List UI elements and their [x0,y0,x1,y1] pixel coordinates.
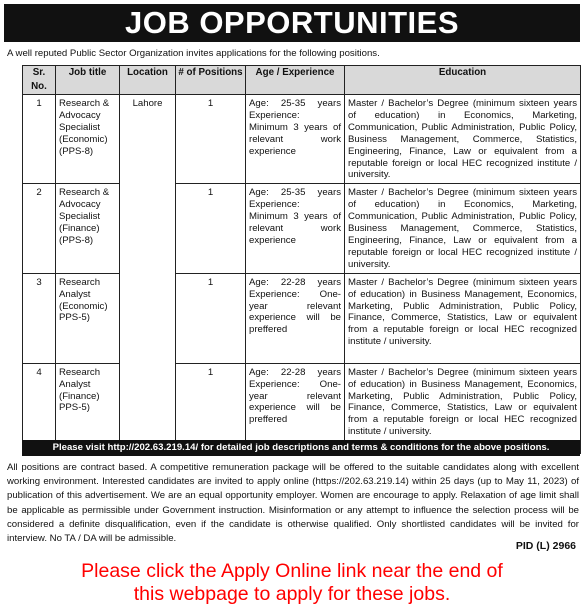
sr-no-cell: 3 [23,273,56,363]
header-location: Location [120,66,176,95]
table-header-row [23,66,581,95]
positions-cell: 1 [176,273,246,363]
header-sr-no: Sr. No. [23,66,56,95]
positions-cell: 1 [176,184,246,273]
sr-no-cell: 1 [23,95,56,184]
terms-paragraph: All positions are contract based. A competitive remuneration package will be offered to the suitable candidates along with excellent working environment. Interested candidates are invited to apply online (https://202.63.219.14) within 25 days (up to May 11, 2023) of publication of this advertisement. We are an equal opportunity employer. Women are encourage to apply. Relaxation of age limit shall be applicable as permissible under Government instruction. Misinformation or any attempt to influence the selection process will be considered a definite disqualification, even if the candidate is otherwise qualified. Only shortlisted candidates will be invited for interview. No TA / DA will be admissible. [7,462,579,545]
age-experience-cell: Age: 22-28 years Experience: One-year relevant experience will be preffered [246,363,345,453]
table-row [23,273,581,363]
table-row [23,184,581,273]
job-title-cell: Research & Advocacy Specialist (Economic) (PPS-8) [56,95,120,184]
age-experience-cell: Age: 22-28 years Experience: One-year relevant experience will be preffered [246,273,345,363]
apply-online-notice-line-2: this webpage to apply for these jobs. [133,583,451,605]
sr-no-cell: 4 [23,363,56,453]
age-experience-cell: Age: 25-35 years Experience: Minimum 3 years of relevant work experience [246,95,345,184]
header-age-experience: Age / Experience [246,66,345,95]
positions-cell: 1 [176,363,246,453]
education-cell: Master / Bachelor’s Degree (minimum sixteen years of education) in Business Management, Economics, Marketing, Public Administration, Public Policy, Finance, Commerce, Statistics, Law or equivalent from a reputable foreign or local HEC recognized institute / university. [345,363,581,453]
education-cell: Master / Bachelor’s Degree (minimum sixteen years of education) in Economics, Marketing, Communication, Public Administration, Public Policy, Business Management, Commerce, Statistics, Engineering, Finance, Law or equivalent from a reputable foreign or local HEC recognized institute / university. [345,95,581,184]
education-cell: Master / Bachelor’s Degree (minimum sixteen years of education) in Economics, Marketing, Communication, Public Administration, Public Policy, Business Management, Commerce, Statistics, Engineering, Finance, Law or equivalent from a reputable foreign or local HEC recognized institute / university. [345,184,581,273]
table-row [23,95,581,184]
header-positions: # of Positions [176,66,246,95]
visit-website-bar: Please visit http://202.63.219.14/ for detailed job descriptions and terms & conditions for the above positions. [22,440,580,456]
header-education: Education [345,66,581,95]
intro-text: A well reputed Public Sector Organization invites applications for the following positions. [7,48,380,59]
job-title-cell: Research Analyst (Economic) PPS-5) [56,273,120,363]
page-title: JOB OPPORTUNITIES [4,4,580,42]
pid-number: PID (L) 2966 [515,540,576,552]
positions-cell: 1 [176,95,246,184]
age-experience-cell: Age: 25-35 years Experience: Minimum 3 years of relevant work experience [246,184,345,273]
education-cell: Master / Bachelor’s Degree (minimum sixteen years of education) in Business Management, Economics, Marketing, Public Administration, Public Policy, Finance, Commerce, Statistics, Law or equivalent from a reputable foreign or local HEC recognized institute / university. [345,273,581,363]
job-title-cell: Research Analyst (Finance) PPS-5) [56,363,120,453]
jobs-table [22,65,581,454]
header-job-title: Job title [56,66,120,95]
apply-online-notice [0,560,584,606]
apply-online-notice-line-1: Please click the Apply Online link near the end of [81,560,503,582]
location-cell: Lahore [120,95,176,454]
sr-no-cell: 2 [23,184,56,273]
job-title-cell: Research & Advocacy Specialist (Finance) (PPS-8) [56,184,120,273]
